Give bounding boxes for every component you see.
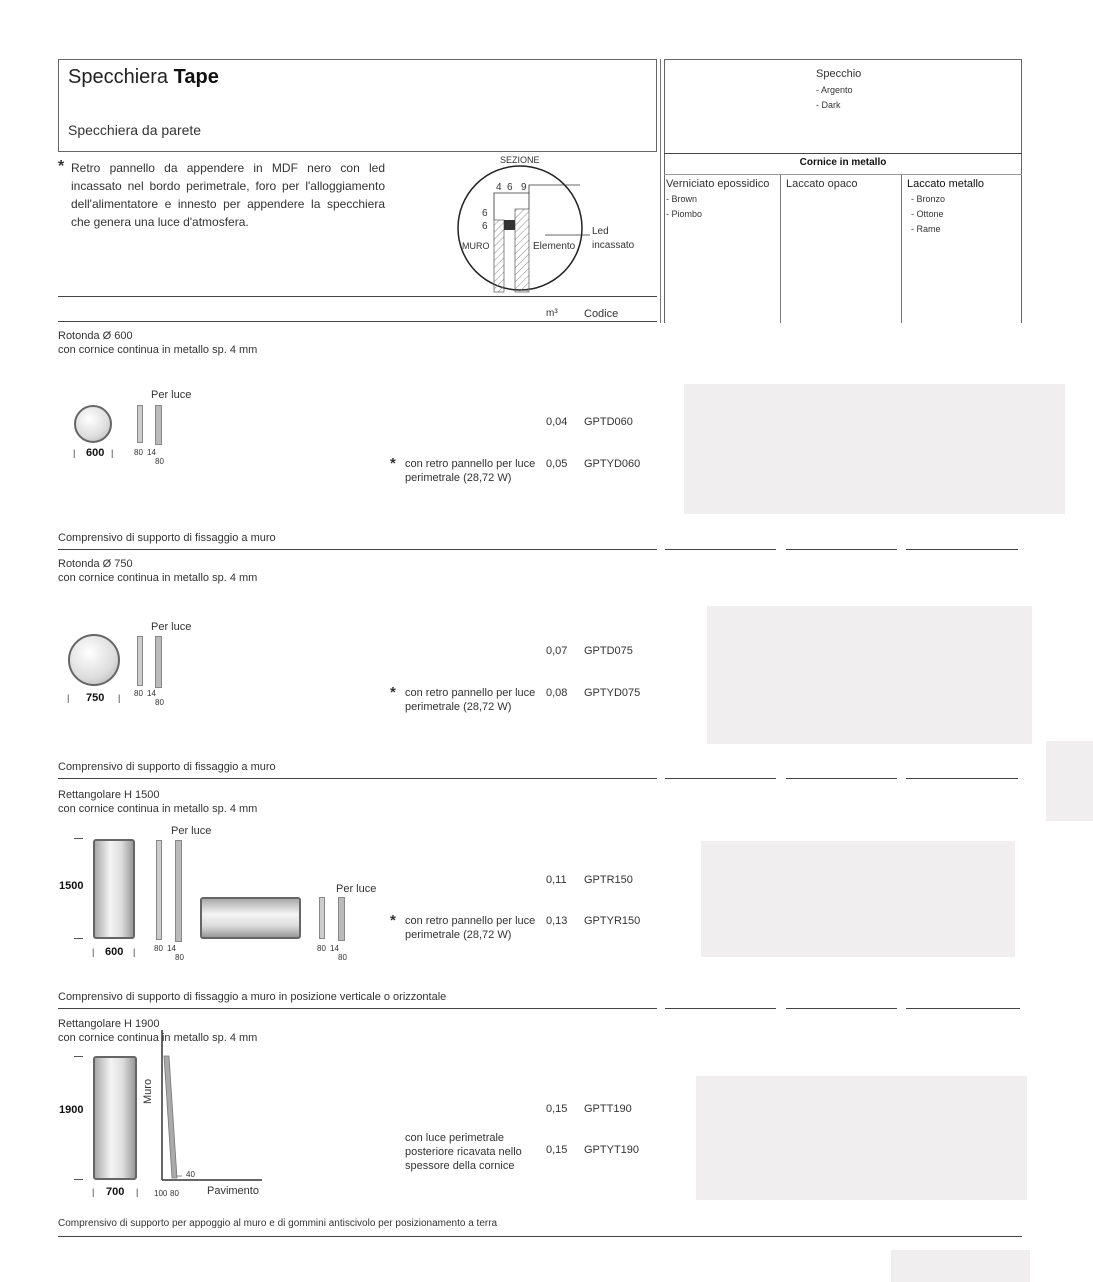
- product-4-dim-bar-l: |: [92, 1187, 95, 1197]
- product-2-side-a: 80: [134, 689, 143, 698]
- product-3-side-view-h: [319, 897, 325, 939]
- product-1-footer: Comprensivo di supporto di fissaggio a muro: [58, 532, 276, 544]
- product-1-divider: [58, 549, 657, 550]
- product-4-lean-diagram: [150, 1030, 265, 1185]
- product-3-height: 1500: [59, 880, 84, 892]
- product-1-side-view-luce: [155, 405, 162, 445]
- product-3-row1-m3: 0,11: [546, 874, 567, 886]
- product-3-swatch-area: [701, 841, 1015, 957]
- product-3-divider: [58, 1008, 657, 1009]
- frame-title: Cornice in metallo: [799, 157, 887, 168]
- divider-header: [58, 296, 657, 297]
- product-4-row2-m3: 0,15: [546, 1144, 568, 1156]
- product-2-name: Rotonda Ø 750: [58, 558, 133, 570]
- product-3-side-a-h: 80: [317, 944, 326, 953]
- product-2-dim: 750: [86, 692, 105, 704]
- product-3-side-view-h-luce: [338, 897, 345, 941]
- product-4-d80: 80: [170, 1189, 179, 1198]
- product-3-divider-r1: [665, 1008, 776, 1009]
- product-2-dim-bar-l: |: [67, 693, 70, 703]
- product-3-row2-m3: 0,13: [546, 915, 568, 927]
- product-1-divider-r1: [665, 549, 776, 550]
- title-prefix: Specchiera: [68, 66, 169, 88]
- product-2-side-c: 80: [155, 698, 164, 707]
- product-4-height-tick-top: [74, 1056, 83, 1057]
- product-4-row2-note: con luce perimetrale posteriore ricavata nello spessore della cornice: [405, 1132, 522, 1172]
- product-2-side-view: [137, 636, 143, 686]
- product-2-divider: [58, 778, 657, 779]
- product-3-row2-star: *: [390, 912, 396, 929]
- product-2-dim-bar-r: |: [118, 693, 121, 703]
- product-2-row2-code: GPTYD075: [584, 687, 641, 699]
- product-2-row1-m3: 0,07: [546, 645, 568, 657]
- product-4-d40: 40: [186, 1170, 195, 1179]
- product-3-side-a: 80: [154, 944, 163, 953]
- product-4-height-tick-bot: [74, 1179, 83, 1180]
- finish-col1-opt-1: - Brown: [666, 194, 698, 204]
- product-1-side-view: [137, 405, 143, 443]
- section-dim-3: 9: [521, 182, 527, 193]
- note-star: *: [58, 158, 65, 175]
- product-1-row2-note: con retro pannello per luce perimetrale (28,72 W): [405, 458, 536, 484]
- product-1-row2-m3: 0,05: [546, 458, 568, 470]
- section-led-label-2: incassato: [592, 240, 635, 251]
- product-2-per-luce: Per luce: [151, 621, 192, 633]
- product-3-divider-r3: [906, 1008, 1020, 1009]
- product-1-dim-bar-r: |: [111, 448, 114, 458]
- product-3-row2-code: GPTYR150: [584, 915, 641, 927]
- product-1-dim: 600: [86, 447, 105, 459]
- product-4-divider: [58, 1236, 1022, 1237]
- product-3-height-tick-top: [74, 838, 83, 839]
- mirror-opt-1: - Argento: [816, 85, 853, 95]
- product-3-row2-note: con retro pannello per luce perimetrale (28,72 W): [405, 915, 536, 941]
- product-3-desc: con cornice continua in metallo sp. 4 mm: [58, 803, 258, 815]
- product-3-dim: 600: [105, 946, 124, 958]
- product-2-mirror-drawing: [68, 634, 120, 686]
- product-3-dim-bar-r: |: [133, 947, 136, 957]
- section-title: SEZIONE: [500, 155, 540, 165]
- mirror-opt-2: - Dark: [816, 100, 841, 110]
- product-1-name: Rotonda Ø 600: [58, 330, 133, 342]
- product-4-mirror-drawing: [93, 1056, 137, 1180]
- product-3-name: Rettangolare H 1500: [58, 789, 160, 801]
- section-side-dim-1: 6: [482, 208, 488, 219]
- finish-col1-opt-2: - Piombo: [666, 209, 703, 219]
- product-4-desc: con cornice continua in metallo sp. 4 mm: [58, 1032, 258, 1044]
- product-4-wall-label: Muro: [142, 1078, 154, 1104]
- product-3-height-tick-bot: [74, 938, 83, 939]
- product-2-row1-code: GPTD075: [584, 645, 633, 657]
- note-text: Retro pannello da appendere in MDF nero con led incassato nel bordo perimetrale, foro per l'alloggiamento dell'alimentatore e innesto per appendere la specchiera che genera una luce d'atmosfera.: [71, 161, 385, 229]
- product-3-divider-r2: [786, 1008, 897, 1009]
- page-subtitle: Specchiera da parete: [68, 122, 202, 138]
- product-1-divider-r3: [906, 549, 1018, 550]
- product-3-dim-bar-l: |: [92, 947, 95, 957]
- product-3-row1-code: GPTR150: [584, 874, 633, 886]
- finishes-box: [664, 59, 1022, 323]
- title-bold: Tape: [173, 66, 219, 88]
- product-1-desc: con cornice continua in metallo sp. 4 mm: [58, 344, 258, 356]
- product-3-mirror-horizontal: [200, 897, 301, 939]
- product-2-row2-star: *: [390, 684, 396, 701]
- product-2-row2-note: con retro pannello per luce perimetrale (28,72 W): [405, 687, 536, 713]
- finish-col3-opt-2: - Ottone: [911, 209, 944, 219]
- product-3-side-b-h: 14: [330, 944, 339, 953]
- finish-col3-title: Laccato metallo: [907, 178, 985, 190]
- product-1-dim-bar-l: |: [73, 448, 76, 458]
- finish-col1-title: Verniciato epossidico: [666, 178, 770, 190]
- product-4-row2-code: GPTYT190: [584, 1144, 640, 1156]
- section-led-label: Led: [592, 226, 609, 237]
- product-2-footer: Comprensivo di supporto di fissaggio a muro: [58, 761, 276, 773]
- product-3-per-luce-2: Per luce: [336, 883, 377, 895]
- finishes-col-sep-1: [780, 175, 781, 323]
- product-2-divider-r3: [906, 778, 1018, 779]
- product-4-name: Rettangolare H 1900: [58, 1018, 160, 1030]
- product-4-row1-code: GPTT190: [584, 1103, 632, 1115]
- finish-col3-opt-3: - Rame: [911, 224, 941, 234]
- page-corner-marker: [891, 1250, 1030, 1282]
- product-2-row2-m3: 0,08: [546, 687, 568, 699]
- section-wall-label: MURO: [462, 241, 490, 251]
- product-1-row2-code: GPTYD060: [584, 458, 641, 470]
- divider-columns: [58, 321, 657, 322]
- product-4-dim-bar-r: |: [136, 1187, 139, 1197]
- product-2-swatch-area: [707, 606, 1032, 744]
- product-4-swatch-area: [696, 1076, 1027, 1200]
- col-code-header: Codice: [584, 308, 619, 320]
- product-2-divider-r2: [786, 778, 897, 779]
- product-3-per-luce: Per luce: [171, 825, 212, 837]
- finishes-divider-2: [664, 174, 1022, 175]
- product-3-mirror-drawing: [93, 839, 135, 939]
- section-element-label: Elemento: [533, 241, 576, 252]
- product-1-row2-star: *: [390, 455, 396, 472]
- product-4-dim: 700: [106, 1186, 125, 1198]
- product-3-side-c: 80: [175, 953, 184, 962]
- page-title: [68, 66, 219, 89]
- product-4-d100: 100: [154, 1189, 168, 1198]
- finishes-col-sep-2: [901, 175, 902, 323]
- product-2-side-view-luce: [155, 636, 162, 688]
- product-1-mirror-drawing: [74, 405, 112, 443]
- section-dim-2: 6: [507, 182, 513, 193]
- product-3-footer: Comprensivo di supporto di fissaggio a muro in posizione verticale o orizzontale: [58, 991, 447, 1003]
- product-1-side-a: 80: [134, 448, 143, 457]
- finish-col3-opt-1: - Bronzo: [911, 194, 946, 204]
- finishes-left-border: [660, 59, 661, 323]
- product-1-divider-r2: [786, 549, 897, 550]
- product-3-side-c-h: 80: [338, 953, 347, 962]
- product-4-floor-label: Pavimento: [207, 1185, 259, 1197]
- mirror-title: Specchio: [816, 68, 862, 80]
- product-1-side-b: 14: [147, 448, 156, 457]
- page-tab-marker: [1046, 741, 1093, 821]
- finish-col2-title: Laccato opaco: [786, 178, 858, 190]
- product-1-row1-code: GPTD060: [584, 416, 633, 428]
- section-side-dim-2: 6: [482, 221, 488, 232]
- product-1-swatch-area: [684, 384, 1065, 514]
- product-1-row1-m3: 0,04: [546, 416, 568, 428]
- product-4-footer: Comprensivo di supporto per appoggio al muro e di gommini antiscivolo per posizionamento a terra: [58, 1218, 498, 1229]
- product-3-side-view-luce: [175, 840, 182, 942]
- section-dim-1: 4: [496, 182, 502, 193]
- finishes-divider: [664, 153, 1022, 154]
- product-2-desc: con cornice continua in metallo sp. 4 mm: [58, 572, 258, 584]
- product-1-side-c: 80: [155, 457, 164, 466]
- product-4-height: 1900: [59, 1104, 84, 1116]
- product-2-side-b: 14: [147, 689, 156, 698]
- product-3-side-b: 14: [167, 944, 176, 953]
- product-1-per-luce: Per luce: [151, 389, 192, 401]
- product-3-side-view: [156, 840, 162, 940]
- product-2-divider-r1: [665, 778, 776, 779]
- col-m3-header: m³: [546, 308, 558, 319]
- product-4-row1-m3: 0,15: [546, 1103, 568, 1115]
